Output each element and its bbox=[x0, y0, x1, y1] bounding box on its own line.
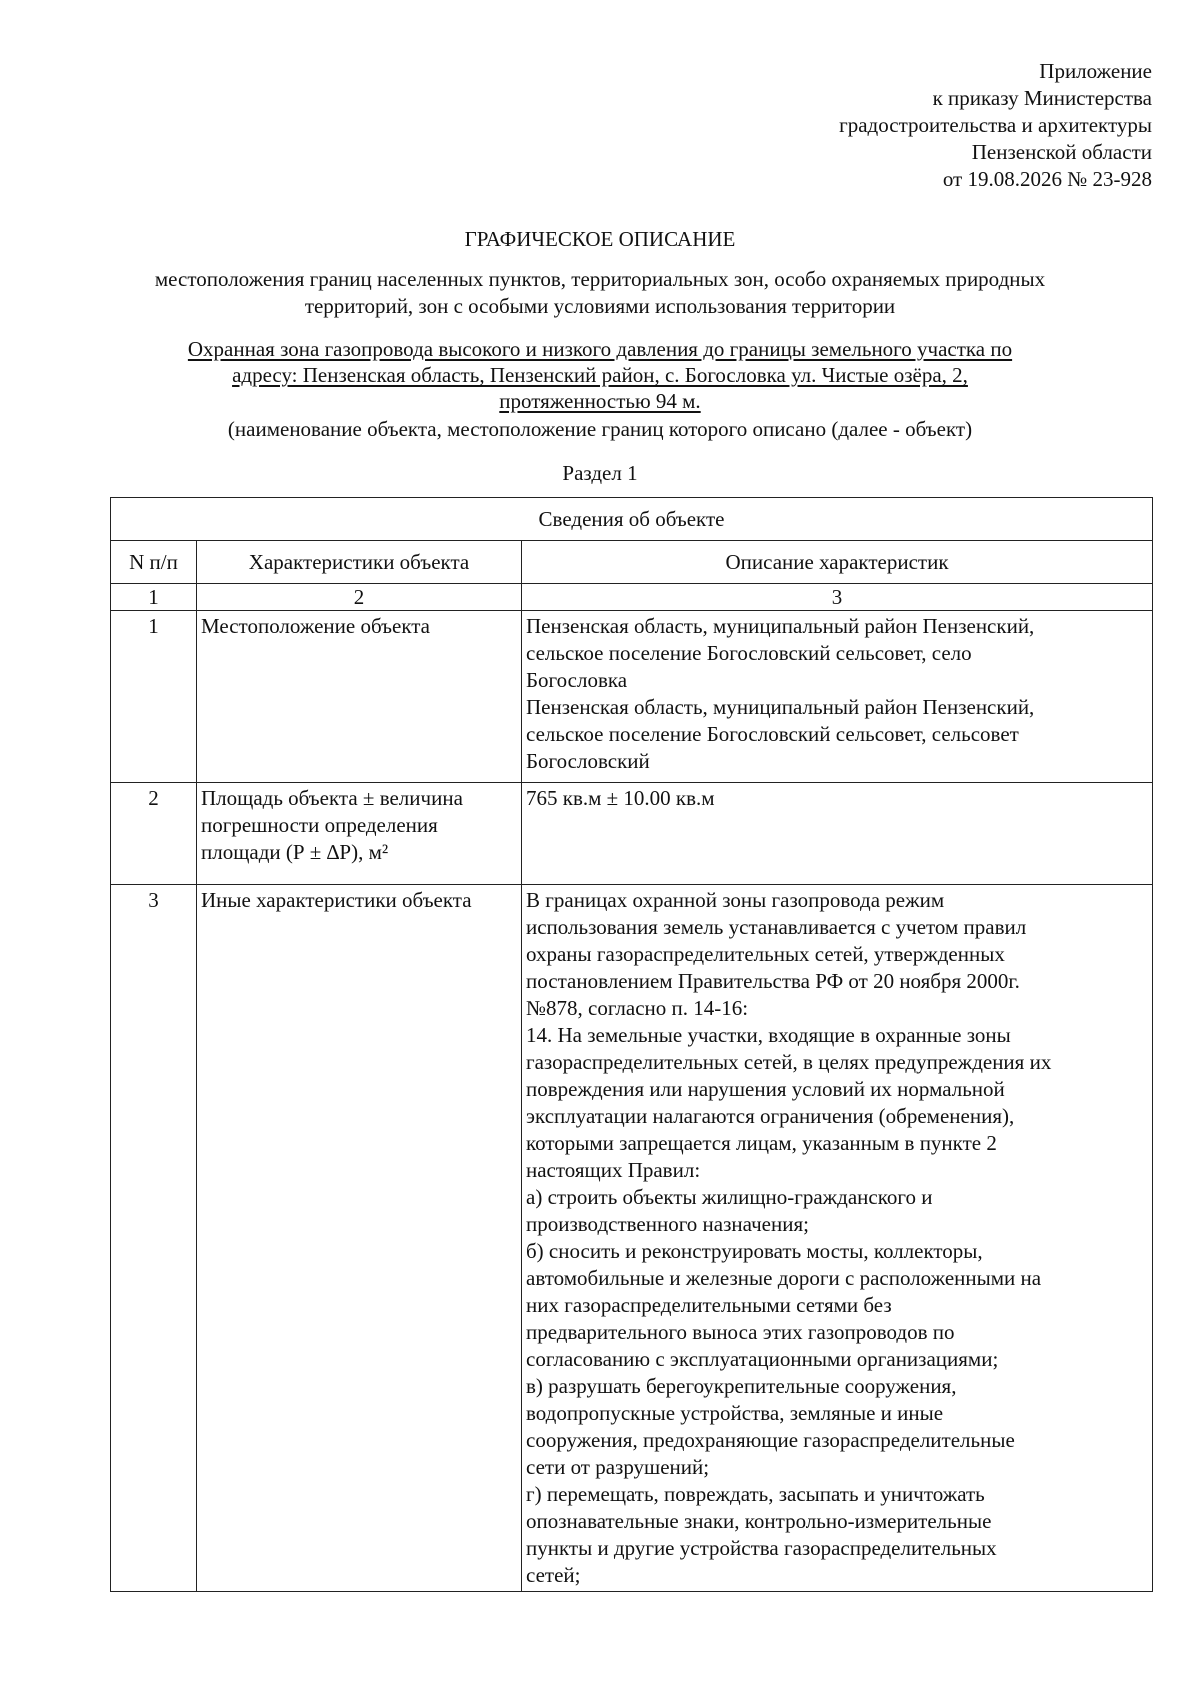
appendix-line: Приложение bbox=[1039, 59, 1152, 83]
column-number: 1 bbox=[111, 584, 197, 611]
object-name-line: протяженностью 94 м. bbox=[499, 389, 701, 413]
row-characteristic: Местоположение объекта bbox=[197, 611, 522, 783]
appendix-line: Пензенской области bbox=[971, 140, 1152, 164]
column-number: 2 bbox=[197, 584, 522, 611]
column-number-row bbox=[111, 584, 1153, 611]
object-name-line: адресу: Пензенская область, Пензенский район, с. Богословка ул. Чистые озёра, 2, bbox=[232, 363, 968, 387]
object-info-table bbox=[110, 497, 1153, 1592]
appendix-line: к приказу Министерства bbox=[932, 86, 1152, 110]
column-number: 3 bbox=[522, 584, 1153, 611]
row-description: 765 кв.м ± 10.00 кв.м bbox=[522, 783, 1153, 885]
document-title: ГРАФИЧЕСКОЕ ОПИСАНИЕ bbox=[464, 227, 736, 251]
appendix-block bbox=[839, 58, 1152, 193]
row-number: 3 bbox=[111, 885, 197, 1592]
subtitle-line: местоположения границ населенных пунктов, территориальных зон, особо охраняемых природных bbox=[154, 267, 1046, 291]
row-description: Пензенская область, муниципальный район Пензенский, сельское поселение Богословский сельсовет, село Богословка Пензенская область, муниципальный район Пензенский, сельское поселение Богословский сельсовет, сельсовет Богословский bbox=[522, 611, 1153, 783]
appendix-line: градостроительства и архитектуры bbox=[839, 113, 1152, 137]
header-description: Описание характеристик bbox=[522, 541, 1153, 584]
table-row bbox=[111, 783, 1153, 885]
document-subtitle bbox=[100, 266, 1100, 320]
appendix-order-date: от 19.08.2026 № 23-928 bbox=[942, 167, 1152, 191]
table-row bbox=[111, 885, 1153, 1592]
table-row bbox=[111, 611, 1153, 783]
row-characteristic: Площадь объекта ± величина погрешности определения площади (Р ± ∆Р), м² bbox=[197, 783, 522, 885]
table-caption: Сведения об объекте bbox=[111, 498, 1153, 541]
row-characteristic: Иные характеристики объекта bbox=[197, 885, 522, 1592]
object-name bbox=[100, 336, 1100, 414]
row-number: 1 bbox=[111, 611, 197, 783]
table-header-row bbox=[111, 541, 1153, 584]
row-number: 2 bbox=[111, 783, 197, 885]
object-name-line: Охранная зона газопровода высокого и низкого давления до границы земельного участка по bbox=[187, 337, 1013, 361]
section-heading: Раздел 1 bbox=[562, 461, 638, 485]
subtitle-line: территорий, зон с особыми условиями использования территории bbox=[304, 294, 896, 318]
header-characteristic: Характеристики объекта bbox=[197, 541, 522, 584]
object-name-note: (наименование объекта, местоположение границ которого описано (далее - объект) bbox=[227, 417, 973, 441]
row-description: В границах охранной зоны газопровода режим использования земель устанавливается с учетом правил охраны газораспределительных сетей, утвержденных постановлением Правительства РФ от 20 ноября 2000г. №878, согласно п. 14-16: 14. На земельные участки, входящие в охранные зоны газораспределительных сетей, в целях предупреждения их повреждения или нарушения условий их нормальной эксплуатации налагаются ограничения (обременения), которыми запрещается лицам, указанным в пункте 2 настоящих Правил: а) строить объекты жилищно-гражданского и производственного назначения; б) сносить и реконструировать мосты, коллекторы, автомобильные и железные дороги с расположенными на них газораспределительными сетями без предварительного выноса этих газопроводов по согласованию с эксплуатационными организациями; в) разрушать берегоукрепительные сооружения, водопропускные устройства, земляные и иные сооружения, предохраняющие газораспределительные сети от разрушений; г) перемещать, повреждать, засыпать и уничтожать опознавательные знаки, контрольно-измерительные пункты и другие устройства газораспределительных сетей; bbox=[522, 885, 1153, 1592]
header-num: N п/п bbox=[111, 541, 197, 584]
